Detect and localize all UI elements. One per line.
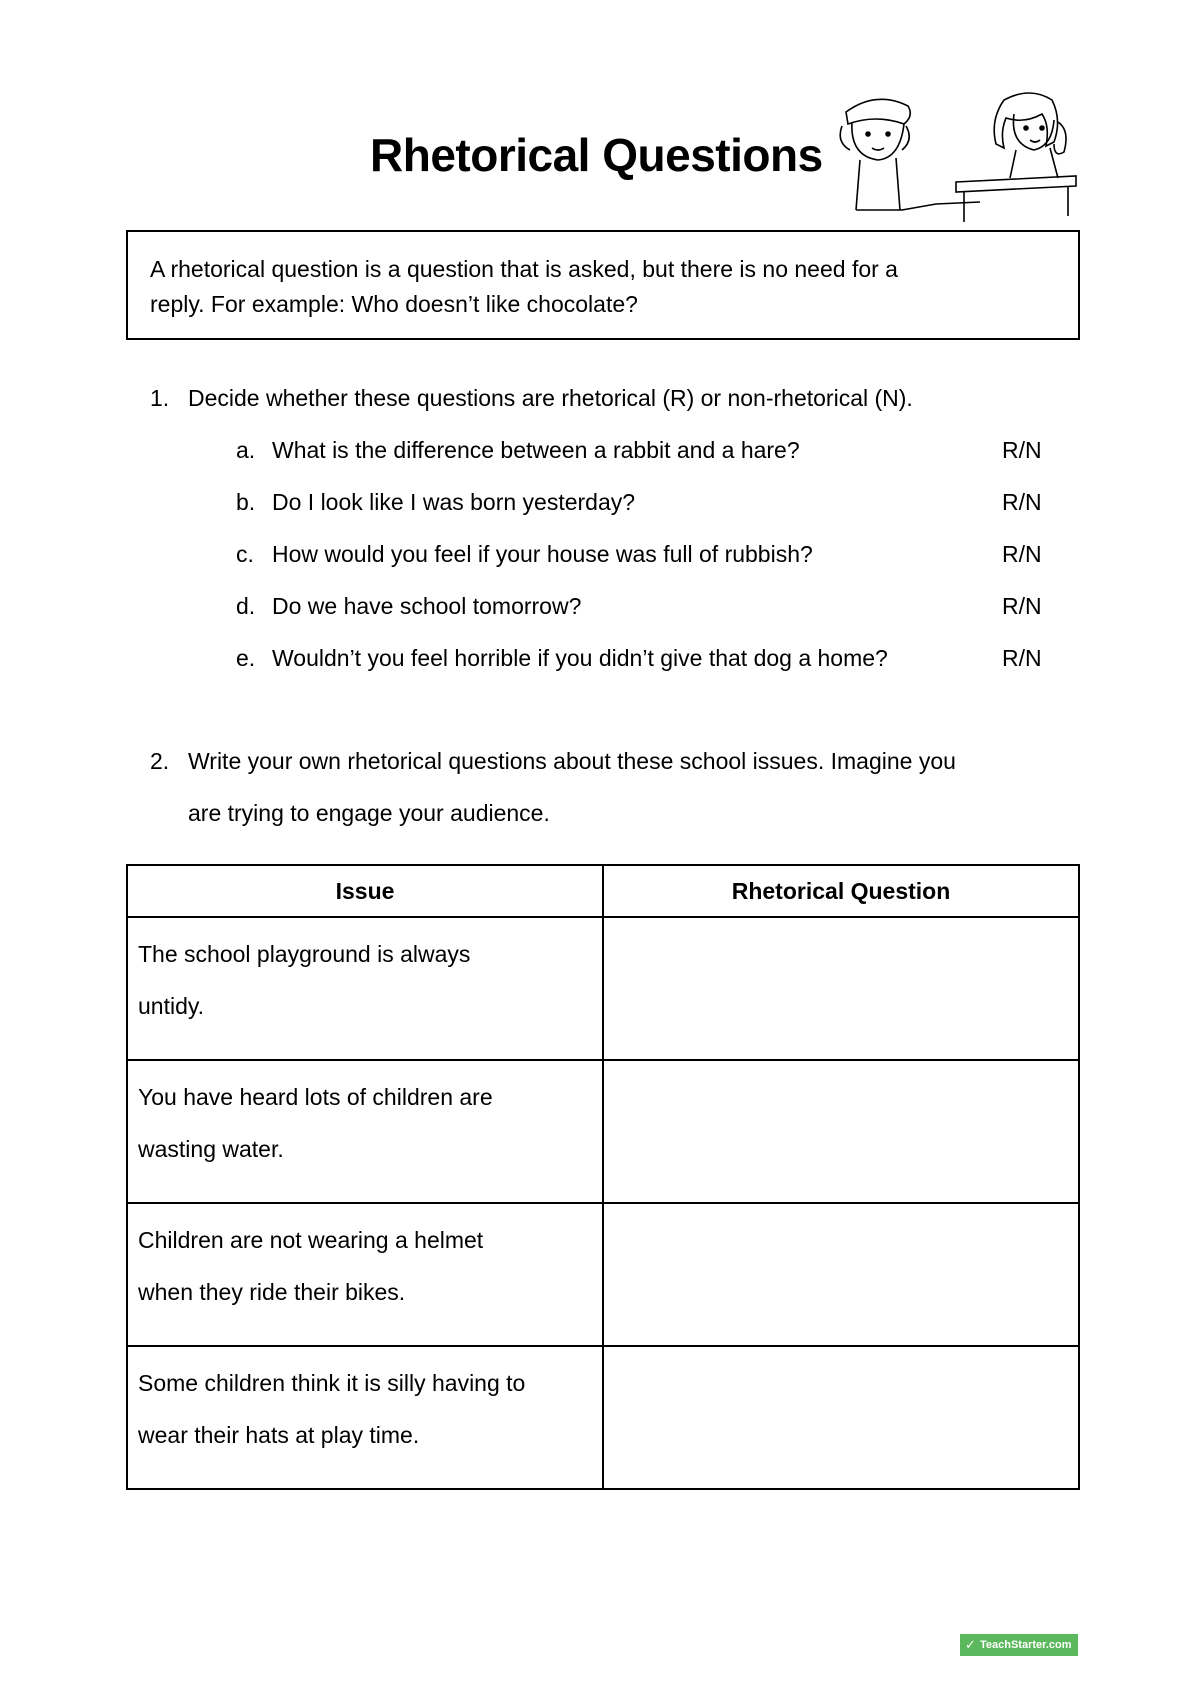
table-header-row (127, 865, 1079, 917)
issue-cell (127, 1060, 603, 1203)
item-c-letter: c. (236, 541, 254, 567)
item-b-answer[interactable]: R/N (1002, 489, 1042, 515)
answer-cell[interactable] (603, 917, 1079, 1060)
table-row (127, 917, 1079, 1060)
table-row (127, 1060, 1079, 1203)
issue-cell (127, 1346, 603, 1489)
question-2-prompt-line-2: are trying to engage your audience. (188, 800, 550, 826)
issue-line-2: wear their hats at play time. (138, 1422, 420, 1448)
question-2-prompt-line-1: Write your own rhetorical questions about these school issues. Imagine you (188, 748, 956, 774)
table-row (127, 1203, 1079, 1346)
answer-cell[interactable] (603, 1346, 1079, 1489)
page-title: Rhetorical Questions (370, 129, 823, 181)
item-a-letter: a. (236, 437, 256, 463)
answer-cell[interactable] (603, 1060, 1079, 1203)
definition-line-1: A rhetorical question is a question that is asked, but there is no need for a (150, 256, 898, 282)
header-rhetorical-question: Rhetorical Question (603, 865, 1079, 917)
definition-box (126, 230, 1080, 340)
issue-line-1: You have heard lots of children are (138, 1084, 493, 1110)
issue-line-2: untidy. (138, 993, 205, 1019)
header-issue: Issue (127, 865, 603, 917)
item-d-letter: d. (236, 593, 256, 619)
answer-cell[interactable] (603, 1203, 1079, 1346)
issue-line-1: Some children think it is silly having to (138, 1370, 526, 1396)
question-2-number: 2. (150, 748, 170, 774)
item-b-text: Do I look like I was born yesterday? (272, 489, 636, 515)
issue-cell (127, 917, 603, 1060)
table-row (127, 1346, 1079, 1489)
definition-line-2: reply. For example: Who doesn’t like chocolate? (150, 291, 638, 317)
item-e-text: Wouldn’t you feel horrible if you didn’t give that dog a home? (272, 645, 888, 671)
item-e-letter: e. (236, 645, 256, 671)
item-d-text: Do we have school tomorrow? (272, 593, 582, 619)
logo-text: TeachStarter.com (980, 1639, 1072, 1651)
item-d-answer[interactable]: R/N (1002, 593, 1042, 619)
question-1-prompt: Decide whether these questions are rhetorical (R) or non-rhetorical (N). (188, 385, 913, 411)
item-a-text: What is the difference between a rabbit and a hare? (272, 437, 800, 463)
children-illustration (836, 92, 1088, 224)
checkmark-icon: ✓ (965, 1637, 976, 1652)
item-b-letter: b. (236, 489, 256, 515)
issue-line-1: Children are not wearing a helmet (138, 1227, 484, 1253)
item-a-answer[interactable]: R/N (1002, 437, 1042, 463)
item-c-answer[interactable]: R/N (1002, 541, 1042, 567)
issue-line-2: when they ride their bikes. (138, 1279, 406, 1305)
item-e-answer[interactable]: R/N (1002, 645, 1042, 671)
issue-line-1: The school playground is always (138, 941, 471, 967)
issue-line-2: wasting water. (138, 1136, 284, 1162)
issue-cell (127, 1203, 603, 1346)
item-c-text: How would you feel if your house was full of rubbish? (272, 541, 813, 567)
teachstarter-logo (960, 1634, 1078, 1656)
issues-table (126, 864, 1080, 1490)
question-1-number: 1. (150, 385, 170, 411)
